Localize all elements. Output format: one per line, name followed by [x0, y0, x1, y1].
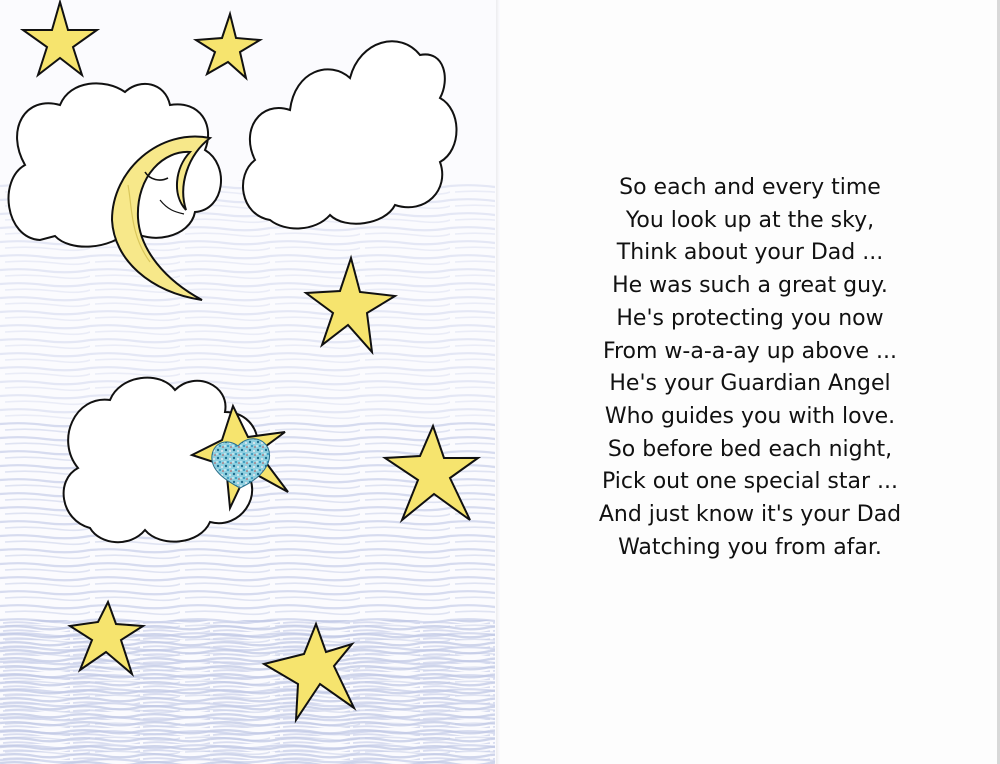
- poem-line: So each and every time: [619, 175, 881, 200]
- poem-line: Think about your Dad ...: [616, 240, 884, 266]
- poem-line: Who guides you with love.: [604, 403, 896, 429]
- poem-line: From w-a-a-ay up above ...: [602, 338, 898, 364]
- poem-line: And just know it's your Dad: [598, 502, 902, 528]
- poem-page: [500, 0, 1000, 764]
- poem-line: So before bed each night,: [607, 436, 893, 462]
- poem-line: Pick out one special star ...: [601, 469, 899, 495]
- poem-text: [500, 172, 1000, 564]
- poem-line: Watching you from afar.: [618, 534, 882, 560]
- poem-line: He's protecting you now: [616, 305, 884, 331]
- poem-line: You look up at the sky,: [625, 207, 875, 233]
- poem-line: He was such a great guy.: [612, 273, 888, 299]
- poem-line: He's your Guardian Angel: [609, 371, 891, 397]
